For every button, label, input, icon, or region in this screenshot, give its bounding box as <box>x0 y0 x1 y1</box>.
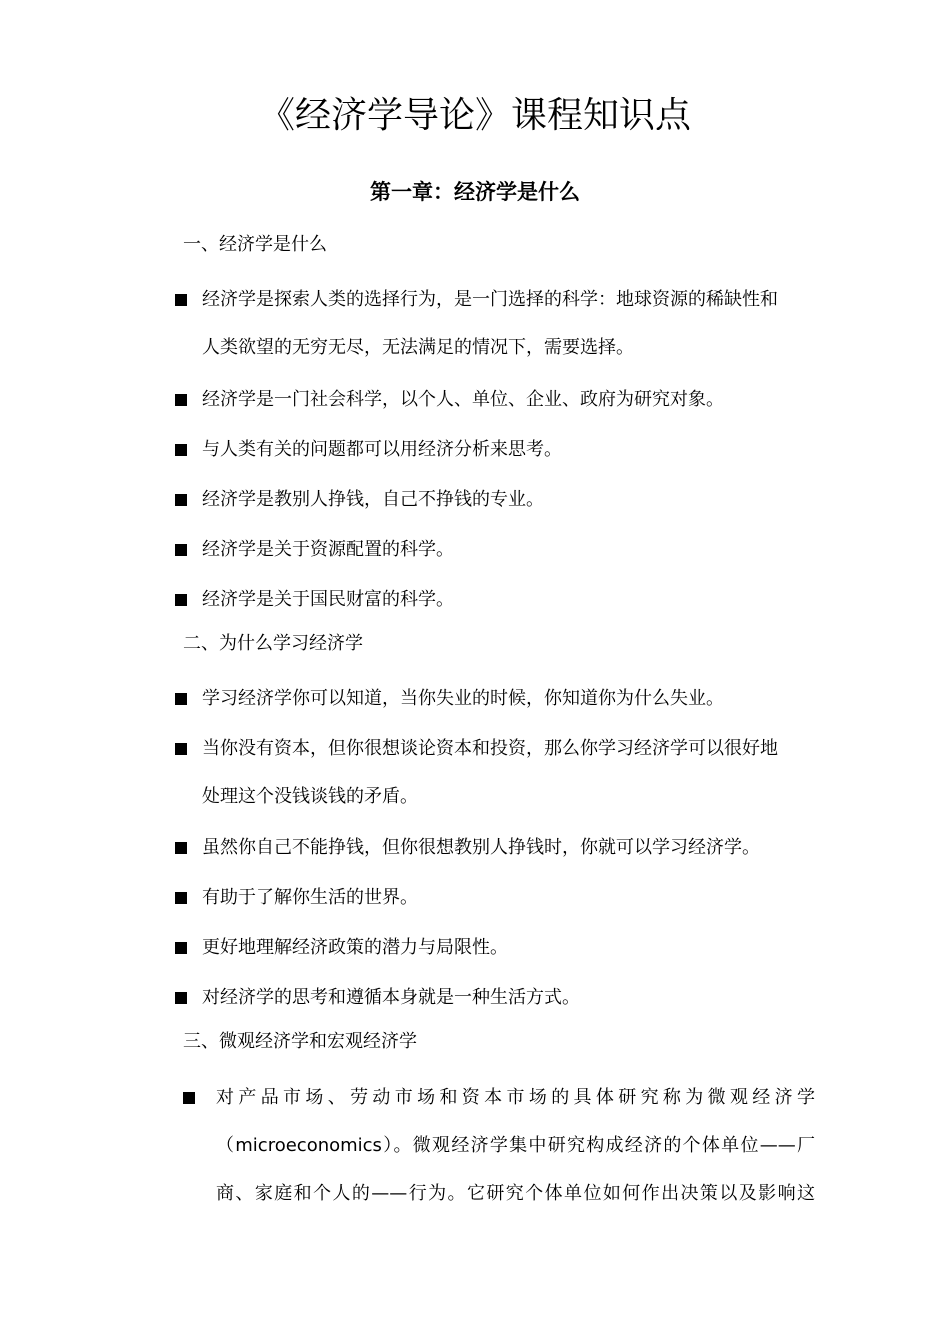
item-line: 经济学是关于国民财富的科学。 <box>202 589 454 610</box>
item-line: 与人类有关的问题都可以用经济分析来思考。 <box>202 439 562 460</box>
item-line: 人类欲望的无穷无尽，无法满足的情况下，需要选择。 <box>202 337 634 358</box>
bullet-square-icon <box>175 594 187 606</box>
item-line: 经济学是探索人类的选择行为，是一门选择的科学：地球资源的稀缺性和 <box>202 289 778 310</box>
bullet-square-icon <box>175 494 187 506</box>
bullet-square-icon <box>175 394 187 406</box>
bullet-square-icon <box>175 693 187 705</box>
section-heading-1: 一、经济学是什么 <box>183 234 327 255</box>
section-heading-3: 三、微观经济学和宏观经济学 <box>183 1031 417 1052</box>
item-line: 经济学是教别人挣钱，自己不挣钱的专业。 <box>202 489 544 510</box>
item-line: 更好地理解经济政策的潜力与局限性。 <box>202 937 508 958</box>
item-line: 有助于了解你生活的世界。 <box>202 887 418 908</box>
bullet-square-icon <box>175 942 187 954</box>
bullet-square-icon <box>175 743 187 755</box>
bullet-square-icon <box>175 544 187 556</box>
section-heading-2: 二、为什么学习经济学 <box>183 633 363 654</box>
bullet-square-icon <box>175 444 187 456</box>
item-line: 对产品市场、劳动市场和资本市场的具体研究称为微观经济学 <box>216 1087 815 1108</box>
bullet-square-icon <box>183 1092 195 1104</box>
item-line: 当你没有资本，但你很想谈论资本和投资，那么你学习经济学可以很好地 <box>202 738 778 759</box>
item-line: 虽然你自己不能挣钱，但你很想教别人挣钱时，你就可以学习经济学。 <box>202 837 760 858</box>
bullet-square-icon <box>175 892 187 904</box>
item-line: 学习经济学你可以知道，当你失业的时候，你知道你为什么失业。 <box>202 688 724 709</box>
item-line: 经济学是一门社会科学，以个人、单位、企业、政府为研究对象。 <box>202 389 724 410</box>
item-line: 对经济学的思考和遵循本身就是一种生活方式。 <box>202 987 580 1008</box>
item-line: （microeconomics）。微观经济学集中研究构成经济的个体单位——厂 <box>216 1135 815 1156</box>
chapter-heading: 第一章：经济学是什么 <box>370 180 580 204</box>
item-line: 处理这个没钱谈钱的矛盾。 <box>202 786 418 807</box>
bullet-square-icon <box>175 842 187 854</box>
document-title: 《经济学导论》课程知识点 <box>258 95 691 136</box>
bullet-square-icon <box>175 992 187 1004</box>
item-line: 经济学是关于资源配置的科学。 <box>202 539 454 560</box>
bullet-square-icon <box>175 294 187 306</box>
item-line: 商、家庭和个人的——行为。它研究个体单位如何作出决策以及影响这 <box>216 1183 815 1204</box>
